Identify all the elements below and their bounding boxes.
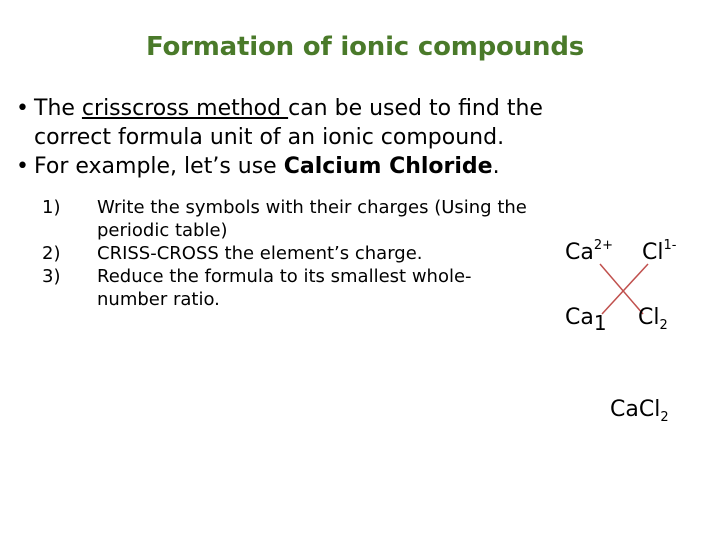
step-text: periodic table)	[97, 220, 228, 241]
anion-with-charge	[642, 234, 676, 265]
result-subscript: 2	[660, 410, 669, 425]
calcium-chloride-bold: Calcium Chloride	[283, 154, 493, 179]
cation-charge: 2+	[593, 238, 614, 253]
result-formula	[610, 398, 669, 430]
bullet-example-pre: For example, let’s use	[34, 154, 284, 179]
step-text: number ratio.	[97, 289, 220, 310]
bullet-text-line2: correct formula unit of an ionic compound.	[34, 125, 505, 150]
result-symbol-cl: Cl	[638, 397, 661, 422]
bullet-text-post: can be used to find the	[288, 96, 543, 121]
step-text: CRISS-CROSS the element’s charge.	[97, 243, 423, 264]
bullet-example-post: .	[492, 154, 500, 179]
crossed-cation	[565, 306, 607, 335]
crossed-cation-subscript: 1	[593, 311, 607, 335]
crossed-anion-symbol: Cl	[638, 305, 660, 330]
crossed-cation-symbol: Ca	[565, 305, 594, 330]
crossed-anion	[638, 306, 668, 338]
step-text: Write the symbols with their charges (Using the	[97, 197, 527, 218]
step-number: 3)	[42, 266, 61, 287]
anion-symbol: Cl	[642, 240, 664, 265]
crisscross-method-underlined: crisscross method	[81, 96, 289, 121]
crossed-anion-subscript: 2	[659, 318, 668, 333]
bullet-dot: •	[16, 96, 29, 121]
bullet-text-pre: The	[34, 96, 82, 121]
bullet-dot: •	[16, 154, 29, 179]
result-symbol-ca: Ca	[610, 397, 639, 422]
step-text: Reduce the formula to its smallest whole-	[97, 266, 472, 287]
step-number: 2)	[42, 243, 61, 264]
anion-charge: 1-	[663, 238, 677, 253]
cation-symbol: Ca	[565, 240, 594, 265]
page-title: Formation of ionic compounds	[145, 32, 585, 62]
step-number: 1)	[42, 197, 61, 218]
cation-with-charge	[565, 234, 613, 265]
